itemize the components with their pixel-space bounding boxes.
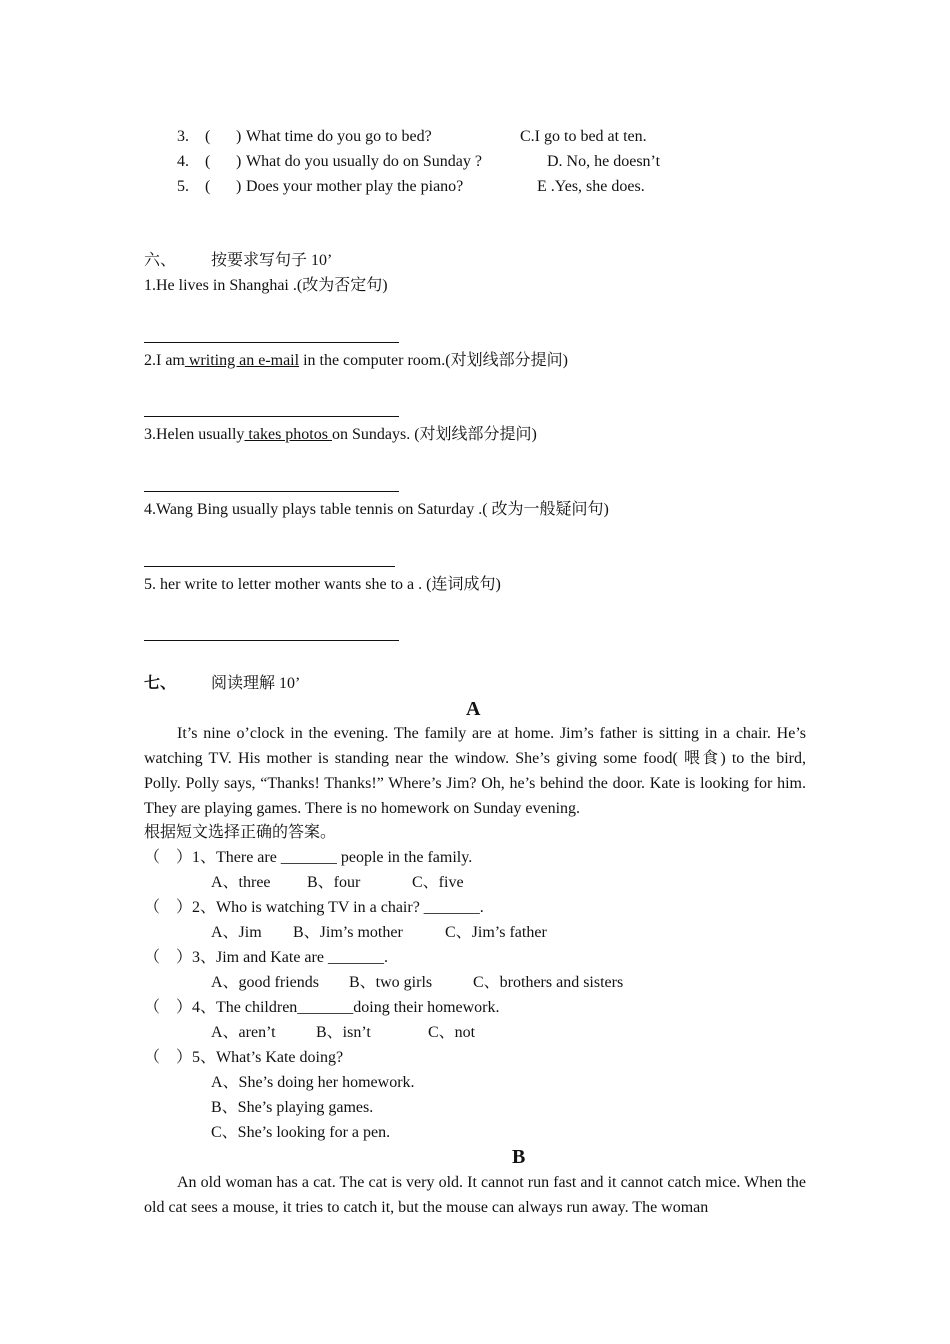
passage-b-text: An old woman has a cat. The cat is very old. It cannot run fast and it cannot catch mice. When the old cat sees a mouse, it tries to catch it, but the mouse can always run away. The woman <box>144 1174 806 1216</box>
section-number: 六、 <box>144 252 177 269</box>
item-number: 4. <box>177 153 189 170</box>
matching-question: What do you usually do on Sunday ? <box>246 153 482 170</box>
answer-line[interactable] <box>144 491 399 492</box>
underlined-phrase: writing an e-mail <box>184 352 300 369</box>
option-c: C、five <box>412 874 464 891</box>
item-text: in the computer room.(对划线部分提问) <box>299 352 568 369</box>
passage-a-heading: A <box>466 698 481 720</box>
answer-line[interactable] <box>144 566 395 567</box>
option-c: C、Jim’s father <box>445 924 547 941</box>
answer-line[interactable] <box>144 342 399 343</box>
question-5: （ ）5、What’s Kate doing? <box>144 1049 344 1066</box>
rewrite-item-5: 5. her write to letter mother wants she to a . (连词成句) <box>144 576 501 593</box>
matching-question: Does your mother play the piano? <box>246 178 464 195</box>
rewrite-item-3 <box>144 425 537 445</box>
rewrite-item-4: 4.Wang Bing usually plays table tennis on Saturday .( 改为一般疑问句) <box>144 501 609 518</box>
matching-answer: C.I go to bed at ten. <box>520 128 647 145</box>
option-a: A、three <box>211 874 271 891</box>
matching-question: What time do you go to bed? <box>246 128 432 145</box>
option-a: A、She’s doing her homework. <box>211 1074 415 1091</box>
item-text: on Sundays. (对划线部分提问) <box>331 426 537 443</box>
option-c: C、brothers and sisters <box>473 974 624 991</box>
answer-paren-close: ) <box>236 178 242 195</box>
option-c: C、She’s looking for a pen. <box>211 1124 391 1141</box>
matching-answer: E .Yes, she does. <box>537 178 645 195</box>
option-b: B、isn’t <box>316 1024 371 1041</box>
option-a: A、good friends <box>211 974 319 991</box>
answer-paren-close: ) <box>236 128 242 145</box>
answer-paren-open: ( <box>205 128 211 145</box>
option-b: B、She’s playing games. <box>211 1099 374 1116</box>
answer-line[interactable] <box>144 640 399 641</box>
passage-a-text: It’s nine o’clock in the evening. The family are at home. Jim’s father is sitting in a chair. He’s watching TV. His mother is standing near the window. She’s giving some food( 喂食) to the bird, Polly. Polly says, “Thanks! Thanks!” Where’s Jim? Oh, he’s behind the door. Kate is looking for him. They are playing games. There is no homework on Sunday evening. <box>144 725 806 817</box>
rewrite-item-1: 1.He lives in Shanghai .(改为否定句) <box>144 277 388 294</box>
item-number: 3. <box>177 128 189 145</box>
rewrite-item-2 <box>144 351 568 371</box>
item-text: 2.I am <box>144 352 185 369</box>
item-number: 5. <box>177 178 189 195</box>
section-title: 按要求写句子 10’ <box>211 252 333 269</box>
answer-line[interactable] <box>144 416 399 417</box>
instruction: 根据短文选择正确的答案。 <box>144 824 337 841</box>
option-b: B、two girls <box>349 974 433 991</box>
option-b: B、Jim’s mother <box>293 924 403 941</box>
option-a: A、aren’t <box>211 1024 276 1041</box>
question-2: （ ）2、Who is watching TV in a chair? _______. <box>144 899 484 916</box>
section-number: 七、 <box>144 675 177 692</box>
option-a: A、Jim <box>211 924 262 941</box>
option-b: B、four <box>307 874 361 891</box>
item-text: 3.Helen usually <box>144 426 245 443</box>
question-3: （ ）3、Jim and Kate are _______. <box>144 949 388 966</box>
question-4: （ ）4、The children_______doing their homework. <box>144 999 500 1016</box>
question-1: （ ）1、There are _______ people in the family. <box>144 849 473 866</box>
section-title: 阅读理解 10’ <box>211 675 301 692</box>
underlined-phrase: takes photos <box>244 426 332 443</box>
passage-b-heading: B <box>512 1146 526 1168</box>
matching-answer: D. No, he doesn’t <box>547 153 661 170</box>
answer-paren-close: ) <box>236 153 242 170</box>
answer-paren-open: ( <box>205 178 211 195</box>
answer-paren-open: ( <box>205 153 211 170</box>
option-c: C、not <box>428 1024 476 1041</box>
